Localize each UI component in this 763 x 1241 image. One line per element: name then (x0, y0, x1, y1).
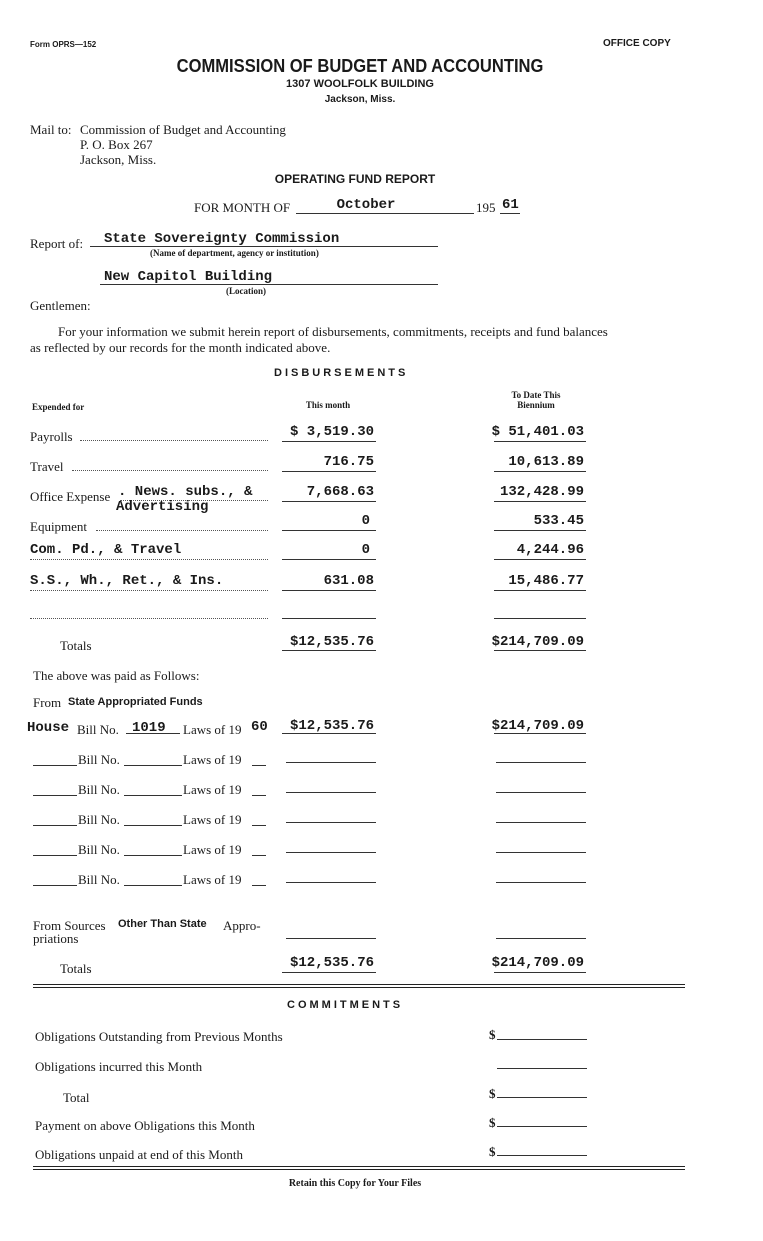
final-totals-month: $12,535.76 (289, 955, 374, 971)
month-line (282, 471, 376, 472)
for-month-label: FOR MONTH OF (194, 200, 291, 215)
row-label-com-pd-travel: Com. Pd., & Travel (30, 542, 182, 558)
todate-equipment: 533.45 (533, 513, 584, 529)
commitments-dollar-3: $ (489, 1086, 496, 1101)
blank-bill-label: Bill No. (78, 872, 120, 887)
month-travel: 716.75 (323, 454, 374, 470)
bill-number: 1019 (132, 720, 166, 736)
todate-com-pd-travel: 4,244.96 (516, 542, 584, 558)
other-sources-line2: priations (33, 931, 79, 946)
month-payrolls: $ 3,519.30 (289, 424, 374, 440)
todate-line (496, 762, 586, 763)
col-todate-line2: Biennium (517, 400, 555, 410)
section-divider (33, 1169, 685, 1170)
todate-line (494, 650, 586, 651)
month-equipment: 0 (361, 513, 370, 529)
blank-bill-number-line (124, 795, 182, 796)
mail-to-line2: P. O. Box 267 (80, 137, 153, 152)
month-line (286, 792, 376, 793)
month-line (286, 938, 376, 939)
todate-line (494, 471, 586, 472)
commitments-row5: Obligations unpaid at end of this Month (35, 1147, 243, 1162)
blank-laws-label: Laws of 19 (183, 812, 242, 827)
laws-label: Laws of 19 (183, 722, 242, 737)
blank-laws-year-line (252, 825, 266, 826)
todate-line (496, 882, 586, 883)
form-number: Form OPRS—152 (30, 40, 97, 49)
department-value: State Sovereignty Commission (104, 231, 340, 247)
todate-office-expense: 132,428.99 (499, 484, 584, 500)
blank-bill-prefix-line (33, 855, 77, 856)
row-leader-dots (96, 530, 268, 531)
blank-bill-label: Bill No. (78, 842, 120, 857)
from-state-prefix: From (33, 695, 62, 710)
location-value: New Capitol Building (104, 269, 273, 285)
mail-to-label: Mail to: (30, 122, 72, 137)
month-line (282, 590, 376, 591)
col-todate-line1: To Date This (511, 390, 561, 400)
commitments-row3: Total (63, 1090, 90, 1105)
blank-bill-number-line (124, 885, 182, 886)
bill-todate: $214,709.09 (491, 718, 584, 734)
month-line (286, 852, 376, 853)
commitments-line (497, 1039, 587, 1040)
year-prefix: 195 (476, 200, 496, 215)
todate-line (496, 792, 586, 793)
commitments-line (497, 1126, 587, 1127)
department-caption: (Name of department, agency or institution) (150, 248, 319, 258)
year-line (500, 213, 520, 214)
blank-laws-label: Laws of 19 (183, 752, 242, 767)
col-expended-for: Expended for (32, 402, 85, 412)
totals-todate: $214,709.09 (491, 634, 584, 650)
row-label-travel: Travel (30, 459, 64, 474)
blank-bill-prefix-line (33, 825, 77, 826)
office-expense-typed2: Advertising (116, 499, 209, 515)
report-title: OPERATING FUND REPORT (274, 172, 436, 186)
city-address: Jackson, Miss. (324, 94, 396, 105)
final-totals-todate: $214,709.09 (491, 955, 584, 971)
blank-bill-number-line (124, 855, 182, 856)
commitments-dollar-1: $ (489, 1027, 496, 1042)
from-state-bold: State Appropriated Funds (68, 696, 203, 708)
month-line (282, 501, 376, 502)
blank-laws-year-line (252, 765, 266, 766)
other-sources-bold: Other Than State (118, 918, 207, 930)
blank-bill-prefix-line (33, 765, 77, 766)
todate-line (494, 501, 586, 502)
month-line (296, 213, 474, 214)
blank-bill-number-line (124, 825, 182, 826)
todate-line (496, 938, 586, 939)
row-leader-dots (72, 470, 268, 471)
todate-payrolls: $ 51,401.03 (491, 424, 584, 440)
blank-bill-label: Bill No. (78, 812, 120, 827)
month-com-pd-travel: 0 (361, 542, 370, 558)
month-line (286, 762, 376, 763)
row-leader-dots (30, 618, 268, 619)
month-line (282, 530, 376, 531)
intro-line1: For your information we submit herein report of disbursements, commitments, receipts and fund balances (58, 324, 608, 339)
todate-line (496, 852, 586, 853)
month-line (282, 650, 376, 651)
row-leader-dots (80, 440, 268, 441)
month-line (282, 559, 376, 560)
other-sources-suffix: Appro- (223, 918, 261, 933)
section-divider (33, 984, 685, 985)
row-label-equipment: Equipment (30, 519, 88, 534)
todate-line (494, 590, 586, 591)
laws-year: 60 (251, 719, 268, 735)
month-line (282, 441, 376, 442)
commitments-heading: COMMITMENTS (287, 999, 404, 1011)
blank-laws-year-line (252, 885, 266, 886)
commitments-row2: Obligations incurred this Month (35, 1059, 203, 1074)
commission-title: COMMISSION OF BUDGET AND ACCOUNTING (176, 56, 544, 76)
blank-laws-label: Laws of 19 (183, 842, 242, 857)
retain-copy-note: Retain this Copy for Your Files (288, 1178, 422, 1189)
blank-bill-prefix-line (33, 885, 77, 886)
blank-bill-label: Bill No. (78, 752, 120, 767)
row-leader-dots (30, 559, 268, 560)
commitments-line (497, 1155, 587, 1156)
blank-laws-year-line (252, 855, 266, 856)
section-divider (33, 987, 685, 988)
final-totals-label: Totals (60, 961, 92, 976)
blank-bill-label: Bill No. (78, 782, 120, 797)
commitments-row1: Obligations Outstanding from Previous Months (35, 1029, 283, 1044)
month-line (286, 822, 376, 823)
row-label-ss-wh-ret-ins: S.S., Wh., Ret., & Ins. (30, 573, 224, 589)
todate-travel: 10,613.89 (508, 454, 584, 470)
section-divider (33, 1166, 685, 1167)
todate-line (494, 441, 586, 442)
todate-line (496, 822, 586, 823)
month-value: October (336, 197, 396, 213)
commitments-row4: Payment on above Obligations this Month (35, 1118, 255, 1133)
blank-laws-year-line (252, 795, 266, 796)
disbursements-heading: DISBURSEMENTS (274, 367, 409, 379)
row-label-payrolls: Payrolls (30, 429, 73, 444)
blank-laws-label: Laws of 19 (183, 782, 242, 797)
month-office-expense: 7,668.63 (306, 484, 374, 500)
month-ss-wh-ret-ins: 631.08 (323, 573, 374, 589)
row-leader-dots (30, 590, 268, 591)
commitments-line (497, 1097, 587, 1098)
other-sources-prefix: From Sources (33, 918, 106, 933)
todate-line (494, 618, 586, 619)
mail-to-line1: Commission of Budget and Accounting (80, 122, 286, 137)
office-copy-label: OFFICE COPY (603, 38, 671, 49)
blank-laws-label: Laws of 19 (183, 872, 242, 887)
row-label-office-expense: Office Expense (30, 489, 111, 504)
commitments-line (497, 1068, 587, 1069)
year-suffix: 61 (502, 197, 519, 213)
month-line (282, 618, 376, 619)
mail-to-line3: Jackson, Miss. (80, 152, 157, 167)
col-this-month: This month (305, 400, 351, 410)
totals-month: $12,535.76 (289, 634, 374, 650)
blank-bill-prefix-line (33, 795, 77, 796)
month-line (282, 972, 376, 973)
commitments-dollar-5: $ (489, 1144, 496, 1159)
todate-line (494, 530, 586, 531)
house-typed: House (27, 720, 70, 736)
blank-bill-number-line (124, 765, 182, 766)
bill-label: Bill No. (77, 722, 119, 737)
location-caption: (Location) (226, 286, 266, 296)
bill-month: $12,535.76 (289, 718, 374, 734)
office-expense-typed: . News. subs., & (118, 484, 253, 500)
building-address: 1307 WOOLFOLK BUILDING (286, 78, 434, 90)
intro-line2: as reflected by our records for the month indicated above. (30, 340, 331, 355)
month-line (286, 882, 376, 883)
salutation: Gentlemen: (30, 298, 91, 313)
totals-label: Totals (60, 638, 92, 653)
todate-line (494, 972, 586, 973)
report-of-label: Report of: (30, 236, 84, 251)
paid-as-follows: The above was paid as Follows: (33, 668, 200, 683)
commitments-dollar-4: $ (489, 1115, 496, 1130)
todate-ss-wh-ret-ins: 15,486.77 (508, 573, 584, 589)
todate-line (494, 559, 586, 560)
